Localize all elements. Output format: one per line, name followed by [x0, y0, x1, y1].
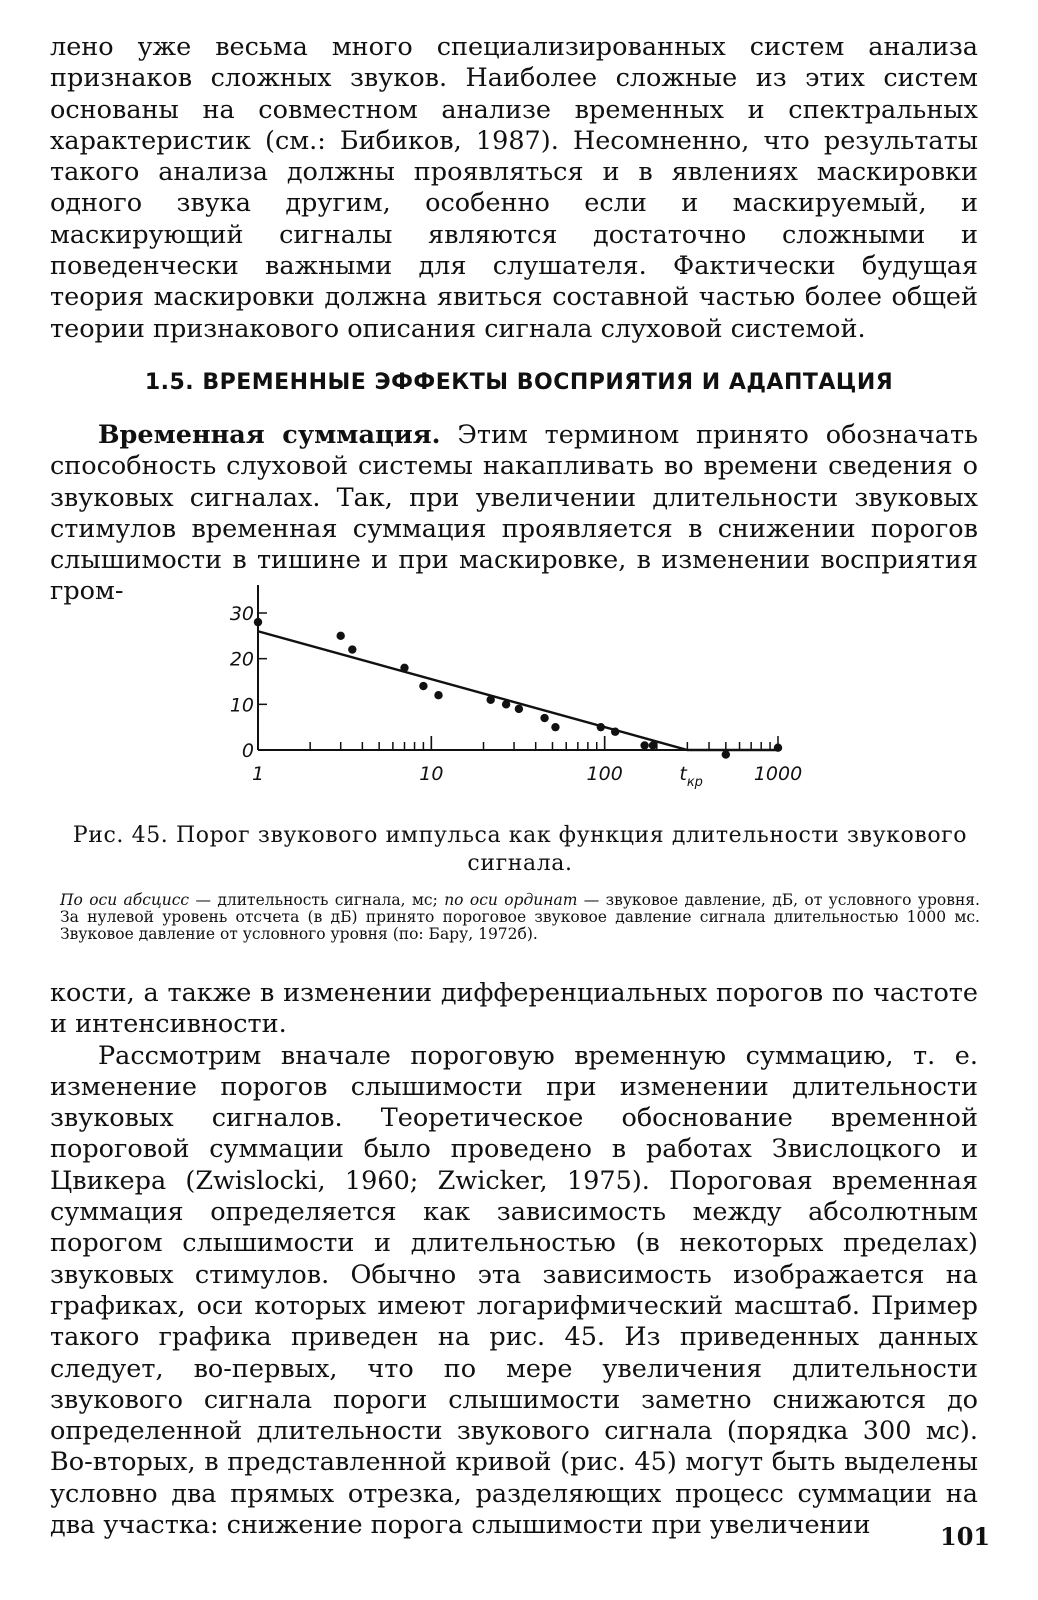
data-point — [611, 728, 619, 736]
note-y-label: по оси ординат — [444, 891, 578, 909]
x-tick-label: 1 — [251, 763, 265, 785]
data-point — [434, 691, 442, 699]
y-tick-label: 0 — [241, 740, 254, 762]
y-tick-label: 30 — [229, 603, 254, 625]
top-text-block — [50, 32, 978, 345]
figure-note — [60, 892, 980, 943]
subsection-term: Временная суммация. — [98, 420, 441, 450]
data-point — [254, 618, 262, 626]
data-point — [540, 714, 548, 722]
data-point — [419, 682, 427, 690]
subsection-text: Этим термином принято обозначать способность слуховой системы накапливать во времени сведения о звуковых сигналах. Так, при увеличении длительности звуковых стимулов временная суммация проявляется в снижении порогов слышимости в тишине и при маскировке, в изменении восприятия гром- — [50, 420, 978, 607]
fit-line — [258, 631, 778, 750]
data-point — [722, 750, 730, 758]
note-y-text: — звуковое давление, дБ, от условного уровня. За нулевой уровень отсчета (в дБ) принято пороговое звуковое давление сигнала длительностью 1000 мс. Звуковое давление от условного уровня (по: Бару, 1972б). — [60, 891, 980, 943]
data-point — [597, 723, 605, 731]
paragraph-threshold-summation: Рассмотрим вначале пороговую временную суммацию, т. е. изменение порогов слышимости при изменении длительности звуковых сигналов. Теоретическое обоснование временной пороговой суммации было проведено в работах Звислоцкого и Цвикера (Zwislocki, 1960; Zwicker, 1975). Пороговая временная суммация определяется как зависимость между абсолютным порогом слышимости и длительностью (в некоторых пределах) звуковых стимулов. Обычно эта зависимость изображается на графиках, оси которых имеют логарифмический масштаб. Пример такого графика приведен на рис. 45. Из приведенных данных следует, во-первых, что по мере увеличения длительности звукового сигнала пороги слышимости заметно снижаются до определенной длительности звукового сигнала (порядка 300 мс). Во-вторых, в представленной кривой (рис. 45) могут быть выделены условно два прямых отрезка, разделяющих процесс суммации на два участка: снижение порога слышимости при увеличении — [50, 1040, 978, 1541]
data-point — [515, 705, 523, 713]
data-point — [486, 696, 494, 704]
data-point — [337, 632, 345, 640]
bottom-text-block — [50, 978, 978, 1541]
data-point — [400, 664, 408, 672]
figure-45-chart — [0, 578, 1038, 808]
x-tick-label: 10 — [419, 763, 444, 785]
data-point — [640, 741, 648, 749]
data-point — [774, 744, 782, 752]
note-x-text: — длительность сигнала, мс; — [189, 891, 445, 909]
paragraph-continuation: кости, а также в изменении дифференциальных порогов по частоте и интенсивности. — [50, 978, 978, 1040]
data-point — [551, 723, 559, 731]
paragraph-top: лено уже весьма много специализированных систем анализа признаков сложных звуков. Наиболее сложные из этих систем основаны на совместном анализе временных и спектральных характеристик (см.: Бибиков, 1987). Несомненно, что результаты такого анализа должны проявляться и в явлениях маскировки одного звука другим, особенно если и маскируемый, и маскирующий сигналы являются достаточно сложными и поведенчески важными для слушателя. Фактически будущая теория маскировки должна явиться составной частью более общей теории признакового описания сигнала слуховой системой. — [50, 32, 978, 344]
x-tick-label: 100 — [586, 763, 623, 785]
data-point — [348, 645, 356, 653]
note-x-label: По оси абсцисс — [60, 891, 190, 909]
figure-caption: Рис. 45. Порог звукового импульса как функция длительности звукового сигнала. — [72, 823, 968, 876]
page-number: 101 — [940, 1522, 991, 1551]
y-tick-label: 10 — [229, 694, 254, 717]
section-heading: 1.5. ВРЕМЕННЫЕ ЭФФЕКТЫ ВОСПРИЯТИЯ И АДАПТАЦИЯ — [144, 370, 894, 395]
x-tick-label: 1000 — [753, 763, 803, 785]
data-point — [502, 700, 510, 708]
y-tick-label: 20 — [229, 648, 254, 671]
data-point — [649, 741, 657, 749]
x-annotation-t-kr: $t_{кр}$ — [679, 763, 703, 790]
